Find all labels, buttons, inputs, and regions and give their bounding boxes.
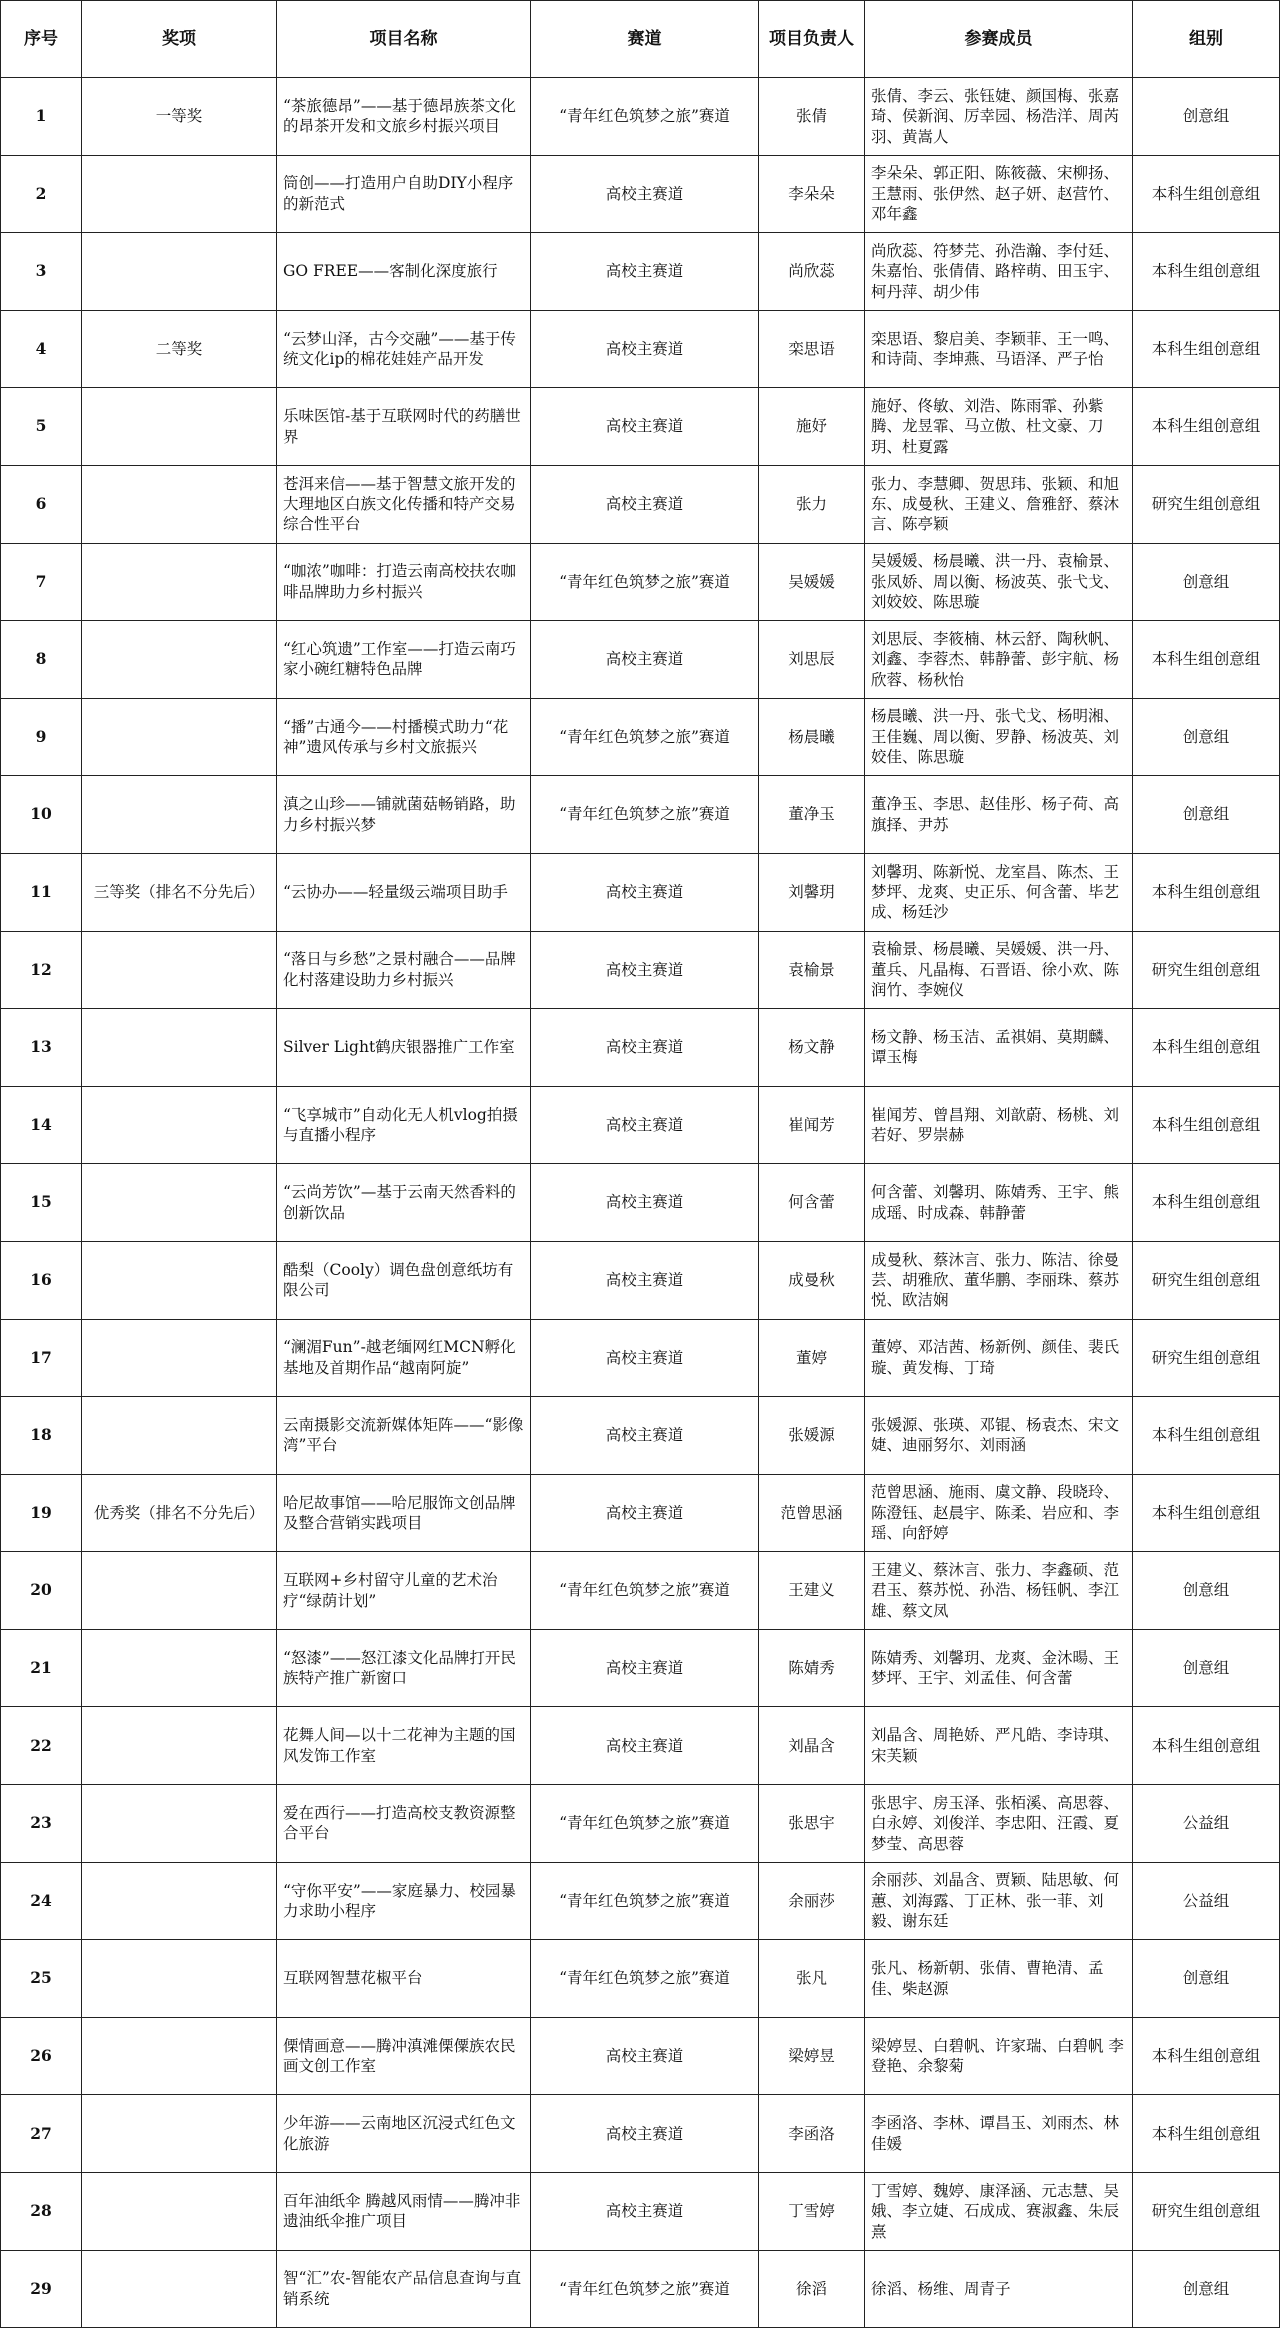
cell-leader: 张媛源: [759, 1397, 865, 1475]
cell-members: 范曾思涵、施雨、虞文静、段晓玲、陈澄钰、赵晨宇、陈柔、岩应和、李瑶、向舒婷: [865, 1474, 1133, 1552]
cell-group: 研究生组创意组: [1133, 1319, 1280, 1397]
cell-track: 高校主赛道: [531, 1474, 759, 1552]
cell-project-name: 乐味医馆-基于互联网时代的药膳世界: [277, 388, 531, 466]
cell-track: 高校主赛道: [531, 388, 759, 466]
cell-members: 尚欣蕊、符梦芫、孙浩瀚、李付廷、朱嘉怡、张倩倩、路梓萌、田玉宇、柯丹萍、胡少伟: [865, 233, 1133, 311]
cell-group: 本科生组创意组: [1133, 1474, 1280, 1552]
cell-seq: 23: [1, 1785, 82, 1863]
cell-award: [82, 543, 277, 621]
cell-group: 创意组: [1133, 78, 1280, 156]
cell-award: [82, 698, 277, 776]
cell-group: 研究生组创意组: [1133, 2173, 1280, 2251]
cell-members: 丁雪婷、魏婷、康泽涵、元志慧、吴娥、李立婕、石成成、赛淑鑫、朱辰熹: [865, 2173, 1133, 2251]
cell-project-name: 傈情画意——腾冲滇滩傈僳族农民画文创工作室: [277, 2017, 531, 2095]
cell-track: “青年红色筑梦之旅”赛道: [531, 78, 759, 156]
cell-project-name: 互联网+乡村留守儿童的艺术治疗“绿荫计划”: [277, 1552, 531, 1630]
cell-project-name: 百年油纸伞 腾越风雨情——腾冲非遗油纸伞推广项目: [277, 2173, 531, 2251]
cell-award: [82, 1862, 277, 1940]
cell-award: [82, 1319, 277, 1397]
cell-project-name: “红心筑遗”工作室——打造云南巧家小碗红糖特色品牌: [277, 621, 531, 699]
cell-track: 高校主赛道: [531, 233, 759, 311]
cell-track: “青年红色筑梦之旅”赛道: [531, 776, 759, 854]
cell-leader: 张思宇: [759, 1785, 865, 1863]
cell-project-name: “播”古通今——村播模式助力“花神”遗风传承与乡村文旅振兴: [277, 698, 531, 776]
cell-group: 本科生组创意组: [1133, 388, 1280, 466]
table-row: [1, 1707, 1280, 1785]
cell-members: 刘思辰、李筱楠、林云舒、陶秋帆、刘鑫、李蓉杰、韩静蕾、彭宇航、杨欣蓉、杨秋怡: [865, 621, 1133, 699]
cell-track: 高校主赛道: [531, 155, 759, 233]
cell-leader: 董婷: [759, 1319, 865, 1397]
cell-members: 陈婧秀、刘馨玥、龙爽、金沐暘、王梦坪、王宇、刘孟佳、何含蕾: [865, 1629, 1133, 1707]
cell-leader: 徐滔: [759, 2250, 865, 2328]
cell-seq: 26: [1, 2017, 82, 2095]
cell-track: 高校主赛道: [531, 2095, 759, 2173]
cell-leader: 余丽莎: [759, 1862, 865, 1940]
cell-seq: 27: [1, 2095, 82, 2173]
cell-members: 梁婷昱、白碧帆、许家瑞、白碧帆 李登艳、余黎菊: [865, 2017, 1133, 2095]
cell-track: 高校主赛道: [531, 2173, 759, 2251]
cell-members: 刘晶含、周艳娇、严凡皓、李诗琪、宋芙颖: [865, 1707, 1133, 1785]
cell-award: [82, 1241, 277, 1319]
table-row: [1, 1086, 1280, 1164]
cell-leader: 成曼秋: [759, 1241, 865, 1319]
cell-group: 创意组: [1133, 2250, 1280, 2328]
cell-project-name: “守你平安”——家庭暴力、校园暴力求助小程序: [277, 1862, 531, 1940]
cell-track: “青年红色筑梦之旅”赛道: [531, 1552, 759, 1630]
cell-award: [82, 2095, 277, 2173]
cell-award: [82, 1397, 277, 1475]
cell-leader: 刘思辰: [759, 621, 865, 699]
header-group: 组别: [1133, 1, 1280, 78]
cell-track: “青年红色筑梦之旅”赛道: [531, 2250, 759, 2328]
table-row: [1, 543, 1280, 621]
cell-members: 成曼秋、蔡沐言、张力、陈洁、徐曼芸、胡雅欣、董华鹏、李丽珠、蔡苏悦、欧洁娴: [865, 1241, 1133, 1319]
cell-members: 栾思语、黎启美、李颖菲、王一鸣、和诗茼、李坤燕、马语泽、严子怡: [865, 310, 1133, 388]
cell-group: 创意组: [1133, 1552, 1280, 1630]
cell-leader: 杨文静: [759, 1009, 865, 1087]
table-row: [1, 1241, 1280, 1319]
cell-members: 张思宇、房玉泽、张栢溪、高思蓉、白永婷、刘俊洋、李忠阳、汪霞、夏梦莹、高思蓉: [865, 1785, 1133, 1863]
cell-project-name: 智“汇”农-智能农产品信息查询与直销系统: [277, 2250, 531, 2328]
cell-members: 吴媛媛、杨晨曦、洪一丹、袁榆景、张凤娇、周以衡、杨波英、张弋戈、刘姣姣、陈思璇: [865, 543, 1133, 621]
table-row: [1, 233, 1280, 311]
cell-group: 本科生组创意组: [1133, 853, 1280, 931]
cell-project-name: Silver Light鹤庆银器推广工作室: [277, 1009, 531, 1087]
cell-track: 高校主赛道: [531, 1397, 759, 1475]
cell-members: 何含蕾、刘馨玥、陈婧秀、王宇、熊成瑶、时成森、韩静蕾: [865, 1164, 1133, 1242]
cell-group: 研究生组创意组: [1133, 465, 1280, 543]
cell-group: 创意组: [1133, 776, 1280, 854]
cell-leader: 李函洛: [759, 2095, 865, 2173]
cell-award: 二等奖: [82, 310, 277, 388]
cell-members: 董净玉、李思、赵佳彤、杨子荷、高旗择、尹苏: [865, 776, 1133, 854]
cell-leader: 吴媛媛: [759, 543, 865, 621]
cell-seq: 11: [1, 853, 82, 931]
cell-track: “青年红色筑梦之旅”赛道: [531, 1940, 759, 2018]
table-row: [1, 310, 1280, 388]
cell-group: 研究生组创意组: [1133, 1241, 1280, 1319]
header-leader: 项目负责人: [759, 1, 865, 78]
cell-group: 本科生组创意组: [1133, 1164, 1280, 1242]
cell-leader: 张力: [759, 465, 865, 543]
cell-members: 施妤、佟敏、刘浩、陈雨霏、孙紫腾、龙昱霏、马立傲、杜文豪、刀玥、杜夏露: [865, 388, 1133, 466]
cell-leader: 袁榆景: [759, 931, 865, 1009]
cell-group: 创意组: [1133, 543, 1280, 621]
cell-award: [82, 233, 277, 311]
cell-award: 优秀奖（排名不分先后）: [82, 1474, 277, 1552]
table-row: [1, 155, 1280, 233]
cell-group: 创意组: [1133, 698, 1280, 776]
cell-track: 高校主赛道: [531, 1707, 759, 1785]
table-row: [1, 1397, 1280, 1475]
cell-seq: 21: [1, 1629, 82, 1707]
cell-track: 高校主赛道: [531, 1241, 759, 1319]
cell-seq: 19: [1, 1474, 82, 1552]
header-row: [1, 1, 1280, 78]
cell-group: 本科生组创意组: [1133, 2017, 1280, 2095]
cell-project-name: “咖浓”咖啡：打造云南高校扶农咖啡品牌助力乡村振兴: [277, 543, 531, 621]
table-row: [1, 1940, 1280, 2018]
cell-seq: 4: [1, 310, 82, 388]
cell-seq: 1: [1, 78, 82, 156]
table-row: [1, 853, 1280, 931]
cell-leader: 杨晨曦: [759, 698, 865, 776]
cell-award: [82, 2017, 277, 2095]
cell-project-name: 云南摄影交流新媒体矩阵——“影像湾”平台: [277, 1397, 531, 1475]
cell-project-name: 哈尼故事馆——哈尼服饰文创品牌及整合营销实践项目: [277, 1474, 531, 1552]
cell-members: 张力、李慧卿、贺思玮、张颖、和旭东、成曼秋、王建义、詹雅舒、蔡沐言、陈亭颖: [865, 465, 1133, 543]
cell-leader: 张凡: [759, 1940, 865, 2018]
cell-members: 王建义、蔡沐言、张力、李鑫硕、范君玉、蔡苏悦、孙浩、杨钰帆、李江雄、蔡文凤: [865, 1552, 1133, 1630]
header-members: 参赛成员: [865, 1, 1133, 78]
cell-group: 创意组: [1133, 1940, 1280, 2018]
cell-leader: 栾思语: [759, 310, 865, 388]
cell-leader: 张倩: [759, 78, 865, 156]
cell-members: 余丽莎、刘晶含、贾颖、陆思敏、何蕙、刘海露、丁正林、张一菲、刘毅、谢东廷: [865, 1862, 1133, 1940]
cell-seq: 7: [1, 543, 82, 621]
cell-seq: 9: [1, 698, 82, 776]
cell-leader: 董净玉: [759, 776, 865, 854]
table-row: [1, 78, 1280, 156]
cell-seq: 22: [1, 1707, 82, 1785]
cell-award: [82, 155, 277, 233]
cell-project-name: 筒创——打造用户自助DIY小程序的新范式: [277, 155, 531, 233]
cell-track: 高校主赛道: [531, 1009, 759, 1087]
cell-members: 李函洛、李林、谭昌玉、刘雨杰、林佳媛: [865, 2095, 1133, 2173]
cell-leader: 崔闻芳: [759, 1086, 865, 1164]
cell-track: “青年红色筑梦之旅”赛道: [531, 543, 759, 621]
cell-award: 三等奖（排名不分先后）: [82, 853, 277, 931]
cell-seq: 13: [1, 1009, 82, 1087]
cell-track: “青年红色筑梦之旅”赛道: [531, 698, 759, 776]
cell-project-name: 爱在西行——打造高校支教资源整合平台: [277, 1785, 531, 1863]
table-row: [1, 1552, 1280, 1630]
cell-members: 张凡、杨新朝、张倩、曹艳清、孟佳、柴赵源: [865, 1940, 1133, 2018]
cell-project-name: “云协办——轻量级云端项目助手: [277, 853, 531, 931]
header-track: 赛道: [531, 1, 759, 78]
header-award: 奖项: [82, 1, 277, 78]
table-row: [1, 698, 1280, 776]
cell-award: [82, 1940, 277, 2018]
cell-members: 张倩、李云、张钰婕、颜国梅、张嘉琦、侯新润、厉幸园、杨浩洋、周芮羽、黄嵩人: [865, 78, 1133, 156]
cell-group: 本科生组创意组: [1133, 155, 1280, 233]
cell-leader: 王建义: [759, 1552, 865, 1630]
cell-members: 刘馨玥、陈新悦、龙室昌、陈杰、王梦坪、龙爽、史正乐、何含蕾、毕艺成、杨廷沙: [865, 853, 1133, 931]
cell-project-name: 苍洱来信——基于智慧文旅开发的大理地区白族文化传播和特产交易综合性平台: [277, 465, 531, 543]
cell-project-name: 花舞人间—以十二花神为主题的国风发饰工作室: [277, 1707, 531, 1785]
cell-leader: 何含蕾: [759, 1164, 865, 1242]
cell-seq: 2: [1, 155, 82, 233]
table-row: [1, 1164, 1280, 1242]
cell-group: 本科生组创意组: [1133, 1086, 1280, 1164]
cell-seq: 20: [1, 1552, 82, 1630]
cell-group: 本科生组创意组: [1133, 1397, 1280, 1475]
cell-leader: 刘馨玥: [759, 853, 865, 931]
cell-project-name: 酷梨（Cooly）调色盘创意纸坊有限公司: [277, 1241, 531, 1319]
cell-members: 袁榆景、杨晨曦、吴媛媛、洪一丹、董兵、凡晶梅、石晋语、徐小欢、陈润竹、李婉仪: [865, 931, 1133, 1009]
cell-seq: 25: [1, 1940, 82, 2018]
table-row: [1, 2017, 1280, 2095]
table-row: [1, 1785, 1280, 1863]
cell-project-name: 滇之山珍——铺就菌菇畅销路，助力乡村振兴梦: [277, 776, 531, 854]
cell-leader: 刘晶含: [759, 1707, 865, 1785]
cell-seq: 24: [1, 1862, 82, 1940]
cell-leader: 范曾思涵: [759, 1474, 865, 1552]
cell-award: [82, 2173, 277, 2251]
table-row: [1, 2095, 1280, 2173]
cell-track: 高校主赛道: [531, 310, 759, 388]
table-row: [1, 931, 1280, 1009]
cell-leader: 丁雪婷: [759, 2173, 865, 2251]
cell-seq: 6: [1, 465, 82, 543]
cell-award: [82, 776, 277, 854]
table-row: [1, 621, 1280, 699]
cell-track: 高校主赛道: [531, 931, 759, 1009]
cell-track: 高校主赛道: [531, 2017, 759, 2095]
table-row: [1, 2250, 1280, 2328]
table-row: [1, 1009, 1280, 1087]
cell-seq: 15: [1, 1164, 82, 1242]
cell-project-name: “云梦山泽，古今交融”——基于传统文化ip的棉花娃娃产品开发: [277, 310, 531, 388]
cell-award: [82, 2250, 277, 2328]
cell-track: 高校主赛道: [531, 1086, 759, 1164]
cell-track: “青年红色筑梦之旅”赛道: [531, 1785, 759, 1863]
cell-seq: 8: [1, 621, 82, 699]
cell-project-name: “飞享城市”自动化无人机vlog拍摄与直播小程序: [277, 1086, 531, 1164]
table-body: [1, 78, 1280, 2328]
cell-project-name: 互联网智慧花椒平台: [277, 1940, 531, 2018]
cell-award: [82, 1707, 277, 1785]
cell-leader: 梁婷昱: [759, 2017, 865, 2095]
cell-leader: 尚欣蕊: [759, 233, 865, 311]
cell-members: 崔闻芳、曾昌翔、刘歆蔚、杨桃、刘若好、罗崇赫: [865, 1086, 1133, 1164]
header-project-name: 项目名称: [277, 1, 531, 78]
cell-seq: 16: [1, 1241, 82, 1319]
cell-track: 高校主赛道: [531, 1164, 759, 1242]
cell-track: 高校主赛道: [531, 621, 759, 699]
cell-group: 本科生组创意组: [1133, 1009, 1280, 1087]
cell-seq: 12: [1, 931, 82, 1009]
table-row: [1, 776, 1280, 854]
cell-members: 李朵朵、郭正阳、陈筱薇、宋柳扬、王慧雨、张伊然、赵子妍、赵营竹、邓年鑫: [865, 155, 1133, 233]
cell-track: 高校主赛道: [531, 853, 759, 931]
cell-leader: 陈婧秀: [759, 1629, 865, 1707]
table-row: [1, 465, 1280, 543]
cell-leader: 李朵朵: [759, 155, 865, 233]
cell-seq: 17: [1, 1319, 82, 1397]
cell-award: [82, 931, 277, 1009]
cell-award: [82, 1552, 277, 1630]
table-row: [1, 2173, 1280, 2251]
cell-award: [82, 1086, 277, 1164]
cell-award: [82, 1164, 277, 1242]
cell-seq: 10: [1, 776, 82, 854]
cell-seq: 5: [1, 388, 82, 466]
cell-track: 高校主赛道: [531, 465, 759, 543]
cell-seq: 28: [1, 2173, 82, 2251]
cell-project-name: “云尚芳饮”—基于云南天然香料的创新饮品: [277, 1164, 531, 1242]
cell-members: 张媛源、张瑛、邓锟、杨袁杰、宋文婕、迪丽努尔、刘雨涵: [865, 1397, 1133, 1475]
cell-project-name: 少年游——云南地区沉浸式红色文化旅游: [277, 2095, 531, 2173]
cell-group: 本科生组创意组: [1133, 621, 1280, 699]
cell-group: 公益组: [1133, 1785, 1280, 1863]
header-seq: 序号: [1, 1, 82, 78]
cell-group: 本科生组创意组: [1133, 233, 1280, 311]
cell-seq: 29: [1, 2250, 82, 2328]
cell-project-name: “怒漆”——怒江漆文化品牌打开民族特产推广新窗口: [277, 1629, 531, 1707]
cell-members: 杨文静、杨玉洁、孟祺娟、莫期麟、谭玉梅: [865, 1009, 1133, 1087]
cell-award: [82, 1785, 277, 1863]
cell-seq: 3: [1, 233, 82, 311]
cell-award: [82, 388, 277, 466]
table-row: [1, 1319, 1280, 1397]
cell-project-name: “落日与乡愁”之景村融合——品牌化村落建设助力乡村振兴: [277, 931, 531, 1009]
cell-award: [82, 621, 277, 699]
cell-members: 董婷、邓洁茜、杨新例、颜佳、裴氏璇、黄发梅、丁琦: [865, 1319, 1133, 1397]
cell-award: 一等奖: [82, 78, 277, 156]
cell-members: 徐滔、杨维、周青子: [865, 2250, 1133, 2328]
table-row: [1, 1629, 1280, 1707]
cell-seq: 18: [1, 1397, 82, 1475]
cell-members: 杨晨曦、洪一丹、张弋戈、杨明湘、王佳巍、周以衡、罗静、杨波英、刘姣佳、陈思璇: [865, 698, 1133, 776]
cell-track: “青年红色筑梦之旅”赛道: [531, 1862, 759, 1940]
cell-award: [82, 465, 277, 543]
cell-award: [82, 1009, 277, 1087]
table-row: [1, 388, 1280, 466]
cell-track: 高校主赛道: [531, 1319, 759, 1397]
cell-group: 研究生组创意组: [1133, 931, 1280, 1009]
cell-group: 公益组: [1133, 1862, 1280, 1940]
cell-group: 本科生组创意组: [1133, 1707, 1280, 1785]
cell-project-name: “澜湄Fun”-越老缅网红MCN孵化基地及首期作品“越南阿旋”: [277, 1319, 531, 1397]
cell-leader: 施妤: [759, 388, 865, 466]
cell-group: 本科生组创意组: [1133, 310, 1280, 388]
cell-group: 创意组: [1133, 1629, 1280, 1707]
cell-project-name: “茶旅德昂”——基于德昂族茶文化的昂茶开发和文旅乡村振兴项目: [277, 78, 531, 156]
cell-seq: 14: [1, 1086, 82, 1164]
cell-group: 本科生组创意组: [1133, 2095, 1280, 2173]
table-row: [1, 1862, 1280, 1940]
table-row: [1, 1474, 1280, 1552]
cell-project-name: GO FREE——客制化深度旅行: [277, 233, 531, 311]
cell-award: [82, 1629, 277, 1707]
cell-track: 高校主赛道: [531, 1629, 759, 1707]
